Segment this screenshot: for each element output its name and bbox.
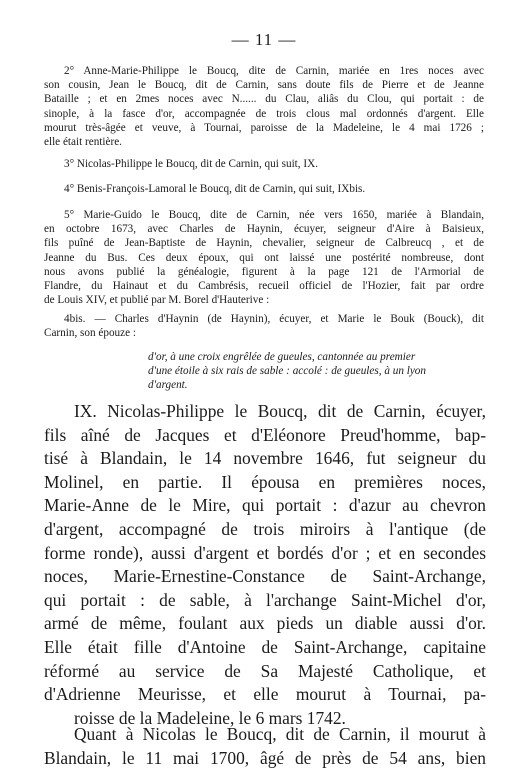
paragraph-line: qui portait : de sable, à l'archange Saint-Michel d'or,: [44, 589, 486, 610]
paragraph-line: roisse de la Madeleine, le 6 mars 1742.: [74, 707, 346, 728]
paragraph-line: armé de même, foulant aux pieds un diable aussi d'or.: [44, 613, 486, 634]
blazon-line: d'or, à une croix engrêlée de gueules, cantonnée au premier: [148, 351, 416, 363]
second-paragraph: [44, 723, 486, 770]
blazon-quote: [148, 350, 484, 393]
entry-line: en octobre 1673, avec Charles de Haynin, écuyer, seigneur d'Aire à Baisieux,: [44, 223, 484, 236]
entry-line: 3° Nicolas-Philippe le Boucq, dit de Carnin, qui suit, IX.: [64, 158, 318, 170]
entry-5: [44, 208, 484, 307]
paragraph-line: noces, Marie-Ernestine-Constance de Saint-Archange,: [44, 566, 486, 587]
entry-4bis: [44, 312, 484, 340]
blazon-line: d'argent.: [148, 379, 188, 392]
entry-line: Carnin, son épouze :: [44, 327, 136, 340]
paragraph-line: Blandain, le 11 mai 1700, âgé de près de 54 ans, bien: [44, 747, 486, 768]
entry-line: 4° Benis-François-Lamoral le Boucq, dit de Carnin, qui suit, IXbis.: [64, 183, 366, 195]
entry-line: fils puîné de Jean-Baptiste de Haynin, chevalier, seigneur de Calbreucq , et de: [44, 237, 484, 250]
entry-line: Flandre, du Hainaut et du Cambrésis, recueil officiel de l'Hozier, fait par ordre: [44, 280, 484, 293]
paragraph-line: d'Adrienne Meurisse, et elle mourut à Tournai, pa-: [44, 684, 486, 705]
entry-line: nous avons publié la généalogie, figurent à la page 121 de l'Armorial de: [44, 265, 484, 278]
entry-line: elle était rentière.: [44, 136, 122, 149]
entry-line: sinople, à la fasce d'or, accompagnée de trois clous mal ordonnés d'argent. Elle: [44, 107, 484, 120]
blazon-line: d'une étoile à six rais de sable : accolé : de gueules, à un lyon: [148, 365, 426, 378]
entry-line: son cousin, Jean le Boucq, dit de Carnin, sans doute fils de Pierre et de Jeanne: [44, 79, 484, 92]
entry-4: [44, 182, 484, 196]
entry-3: [44, 157, 484, 171]
paragraph-line: Elle était fille d'Antoine de Saint-Archange, capitaine: [44, 636, 486, 657]
paragraph-line: réformé au service de Sa Majesté Catholique, et: [44, 660, 486, 681]
entry-line: 4bis. — Charles d'Haynin (de Haynin), écuyer, et Marie le Bouk (Bouck), dit: [64, 313, 484, 325]
paragraph-line: fils aîné de Jacques et d'Eléonore Preud'homme, bap-: [44, 424, 486, 445]
page-number: — 11 —: [231, 30, 297, 49]
entry-line: 5° Marie-Guido le Boucq, dite de Carnin, née vers 1650, mariée à Blandain,: [64, 209, 484, 221]
paragraph-line: Marie-Anne de le Mire, qui portait : d'azur au chevron: [44, 495, 486, 516]
entry-line: Jeanne du Bus. Ces deux époux, qui ont laissé une postérité nombreuse, dont: [44, 251, 484, 264]
paragraph-line: forme ronde), aussi d'argent et bordés d'or ; et en secondes: [44, 542, 486, 563]
entry-line: de Louis XIV, et publié par M. Borel d'Hauterive :: [44, 294, 270, 307]
main-paragraph: [44, 400, 486, 730]
paragraph-line: tisé à Blandain, le 14 novembre 1646, fut seigneur du: [44, 448, 486, 469]
paragraph-line: IX. Nicolas-Philippe le Boucq, dit de Carnin, écuyer,: [74, 401, 486, 421]
entry-line: mourut très-âgée et veuve, à Tournai, paroisse de la Madeleine, le 4 mai 1726 ;: [44, 121, 484, 134]
entry-2: [44, 64, 484, 149]
entry-line: 2° Anne-Marie-Philippe le Boucq, dite de Carnin, mariée en 1res noces avec: [64, 65, 484, 77]
entry-line: Bataille ; et en 2mes noces avec N...... du Clau, aliâs du Clou, qui portait : de: [44, 93, 484, 106]
paragraph-line: Quant à Nicolas le Boucq, dit de Carnin, il mourut à: [74, 724, 486, 744]
paragraph-line: Molinel, en partie. Il épousa en premières noces,: [44, 471, 486, 492]
paragraph-line: d'argent, accompagné de trois miroirs à l'antique (de: [44, 518, 486, 539]
